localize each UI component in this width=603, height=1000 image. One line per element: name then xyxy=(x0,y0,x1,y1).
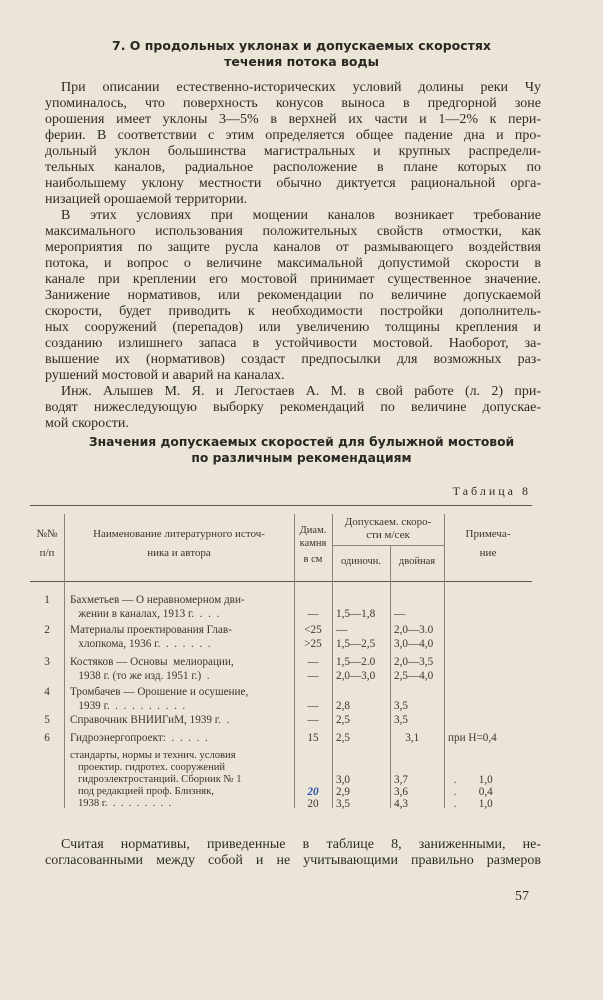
text-line: ферии. В соответствии с этим определяется общее падение дна и про- xyxy=(45,128,541,143)
name-cell: проектир. гидротех. сооружений xyxy=(70,762,226,773)
name-cell: Справочник ВНИИГиМ, 1939 г. . xyxy=(70,714,230,726)
row-number: 4 xyxy=(44,686,50,698)
diam-cell: — xyxy=(307,656,319,668)
double-cell xyxy=(394,685,446,699)
name-cell: 1938 г. . . . . . . . . xyxy=(70,798,172,809)
single-cell xyxy=(336,685,392,699)
text-line: водят нижеследующую выборку рекомендаций по величине допускае- xyxy=(45,400,541,415)
header-text: сти м/сек xyxy=(366,529,410,541)
diam-cell: <25 xyxy=(304,624,322,636)
diam-cell: >25 xyxy=(304,638,322,651)
diam-cell xyxy=(294,750,332,762)
text-line: ных сооружений (перепадов) или увеличению толщины крепления и xyxy=(45,320,541,335)
name-cell: стандарты, нормы и технич. условия xyxy=(70,750,236,761)
header-text: Наименование литературного источ- xyxy=(93,528,265,540)
name-cell: Бахметьев — О неравномерном дви- xyxy=(70,594,245,606)
diam-cell: — xyxy=(307,714,319,726)
text-line: потока, и вопрос о величине максимальной допустимой скорости в xyxy=(45,256,541,271)
text-line: созданию излишнего запаса в устойчивости мостовой. Наоборот, за- xyxy=(45,336,541,351)
text-line: упоминалось, что поверхность конусов выноса в предгорной зоне xyxy=(45,96,541,111)
single-cell xyxy=(336,593,392,607)
double-cell xyxy=(394,750,446,762)
text-line: При описании естественно-исторических условий долины реки Чу xyxy=(61,80,541,95)
table-top-rule xyxy=(30,505,532,506)
diam-cell: 15 xyxy=(307,732,319,744)
text-line: согласованными между собой и не учитывающими правильно размеров xyxy=(45,853,541,868)
row-number: 2 xyxy=(44,624,50,636)
name-cell: Костяков — Основы мелиорации, xyxy=(70,656,234,668)
text-line: тельных каналов, радиальное расположение в плане которых по xyxy=(45,160,541,175)
name-cell: 1939 г. . . . . . . . . . xyxy=(70,700,186,713)
single-cell: 1,5—2,5 xyxy=(336,638,376,651)
diam-cell: — xyxy=(307,670,319,683)
text-line: максимального использования положительных свойств отмостки, как xyxy=(45,224,541,239)
diam-cell xyxy=(294,774,332,786)
name-cell: Гидроэнергопроект: . . . . . xyxy=(70,732,208,744)
header-subrule xyxy=(332,545,444,546)
text-line: скорости, будет приводить к необходимости постройки дополнитель- xyxy=(45,304,541,319)
header-text: №№ xyxy=(36,528,58,540)
double-cell: 3,6 xyxy=(394,786,408,798)
name-cell: под редакцией проф. Близняк, xyxy=(70,786,214,797)
text-line: низацией орошаемой территории. xyxy=(45,192,248,207)
name-cell: Тромбачев — Орошение и осушение, xyxy=(70,686,249,698)
single-cell xyxy=(336,750,392,762)
single-cell: 2,8 xyxy=(336,700,350,713)
diam-cell xyxy=(294,593,332,607)
name-cell: Материалы проектирования Глав- xyxy=(70,624,232,636)
double-cell: 3,5 xyxy=(394,714,408,726)
double-cell: — xyxy=(394,608,406,621)
text-line: В этих условиях при мощении каналов возникает требование xyxy=(61,208,541,223)
single-cell: 1,5—2.0 xyxy=(336,656,376,668)
note-cell xyxy=(448,699,532,713)
header-note xyxy=(444,528,532,560)
note-cell xyxy=(448,750,532,762)
double-cell: 3,1 xyxy=(394,732,420,744)
note-cell: . 1,0 xyxy=(448,798,493,810)
text-line: канале при креплении его мостовой принимает существенное значение. xyxy=(45,272,541,287)
header-text: Примеча- xyxy=(465,528,511,540)
single-cell: 3,0 xyxy=(336,774,350,786)
name-cell: гидроэлектростанций. Сборник № 1 xyxy=(70,774,242,785)
header-text: в см xyxy=(303,554,323,565)
note-cell xyxy=(448,762,532,774)
closing-text xyxy=(45,837,541,869)
note-cell: . 0,4 xyxy=(448,786,493,798)
text-line: рушений мостовой и аварий на каналах. xyxy=(45,368,285,383)
text-line: Занижение нормативов, или рекомендации по величине допускаемой xyxy=(45,288,541,303)
note-cell xyxy=(448,655,532,669)
note-cell xyxy=(448,637,532,651)
name-cell: жении в каналах, 1913 г. . . . xyxy=(70,608,220,621)
text-line: наибольшему уклону местности обычно диктуется рациональной орга- xyxy=(45,176,541,191)
row-number: 1 xyxy=(44,594,50,606)
table-header-rule xyxy=(30,581,532,582)
table-title-line: по различным рекомендациям xyxy=(191,451,412,465)
note-cell xyxy=(448,669,532,683)
single-cell: 2,5 xyxy=(336,714,350,726)
diam-cell xyxy=(294,762,332,774)
double-cell: 4,3 xyxy=(394,798,408,810)
table-title-line: Значения допускаемых скоростей для булыжной мостовой xyxy=(88,435,515,449)
double-cell: 3,7 xyxy=(394,774,408,786)
single-cell: 2,0—3,0 xyxy=(336,670,376,683)
double-cell: 2,5—4,0 xyxy=(394,670,434,683)
text-line: Считая нормативы, приведенные в таблице 8, заниженными, не- xyxy=(61,837,541,852)
double-cell: 3,0—4,0 xyxy=(394,638,434,651)
note-cell xyxy=(448,593,532,607)
double-cell: 2,0—3.0 xyxy=(394,624,434,636)
header-speed xyxy=(332,516,444,542)
header-num xyxy=(30,528,64,560)
text-line: Инж. Алышев М. Я. и Легостаев А. М. в свой работе (л. 2) при- xyxy=(61,384,541,399)
note-cell xyxy=(448,623,532,637)
double-cell xyxy=(394,762,446,774)
diam-cell: — xyxy=(307,608,319,621)
section-title-line: течения потока воды xyxy=(224,54,379,69)
header-text: п/п xyxy=(39,547,55,559)
note-cell: при H=0,4 xyxy=(448,732,497,744)
single-cell xyxy=(336,762,392,774)
header-double: двойная xyxy=(398,556,436,567)
single-cell: 1,5—1,8 xyxy=(336,608,376,621)
note-cell xyxy=(448,607,532,621)
name-cell: хлопкома, 1936 г. . . . . . . xyxy=(70,638,211,651)
double-cell: 2,0—3,5 xyxy=(394,656,434,668)
page-number: 57 xyxy=(515,889,529,904)
text-line: мой скорости. xyxy=(45,416,129,431)
diam-cell: 20 xyxy=(307,798,319,810)
table-label: Таблица 8 xyxy=(452,484,531,498)
diam-cell: 20 xyxy=(307,786,319,798)
diam-cell: — xyxy=(307,700,319,713)
header-diam xyxy=(294,524,332,566)
header-name xyxy=(64,528,294,560)
header-text: ника и автора xyxy=(147,547,211,559)
header-text: Диам. xyxy=(299,525,327,536)
text-line: дольный уклон большинства магистральных и крупных распредели- xyxy=(45,144,541,159)
header-single: одиночн. xyxy=(340,556,382,567)
row-number: 6 xyxy=(44,732,50,744)
header-text: камня xyxy=(299,538,327,549)
single-cell: 2,9 xyxy=(336,786,350,798)
double-cell: 3,5 xyxy=(394,700,408,713)
note-cell xyxy=(448,713,532,727)
text-line: мероприятия по защите русла каналов от размывающего воздействия xyxy=(45,240,541,255)
single-cell: — xyxy=(336,624,348,636)
note-cell xyxy=(448,685,532,699)
header-text: Допускаем. скоро- xyxy=(344,516,432,528)
text-line: вышение их (нормативов) создаст предпосылки для возможных раз- xyxy=(45,352,541,367)
text-line: орошения имеет уклоны 3—5% в верхней их части и 1—2% к пери- xyxy=(45,112,541,127)
name-cell: 1938 г. (то же изд. 1951 г.) . xyxy=(70,670,210,683)
section-title-line: 7. О продольных уклонах и допускаемых скоростях xyxy=(112,38,491,53)
single-cell: 2,5 xyxy=(336,732,350,744)
diam-cell xyxy=(294,685,332,699)
double-cell xyxy=(394,593,446,607)
row-number: 5 xyxy=(44,714,50,726)
note-cell: . 1,0 xyxy=(448,774,493,786)
header-text: ние xyxy=(479,547,497,559)
single-cell: 3,5 xyxy=(336,798,350,810)
row-number: 3 xyxy=(44,656,50,668)
